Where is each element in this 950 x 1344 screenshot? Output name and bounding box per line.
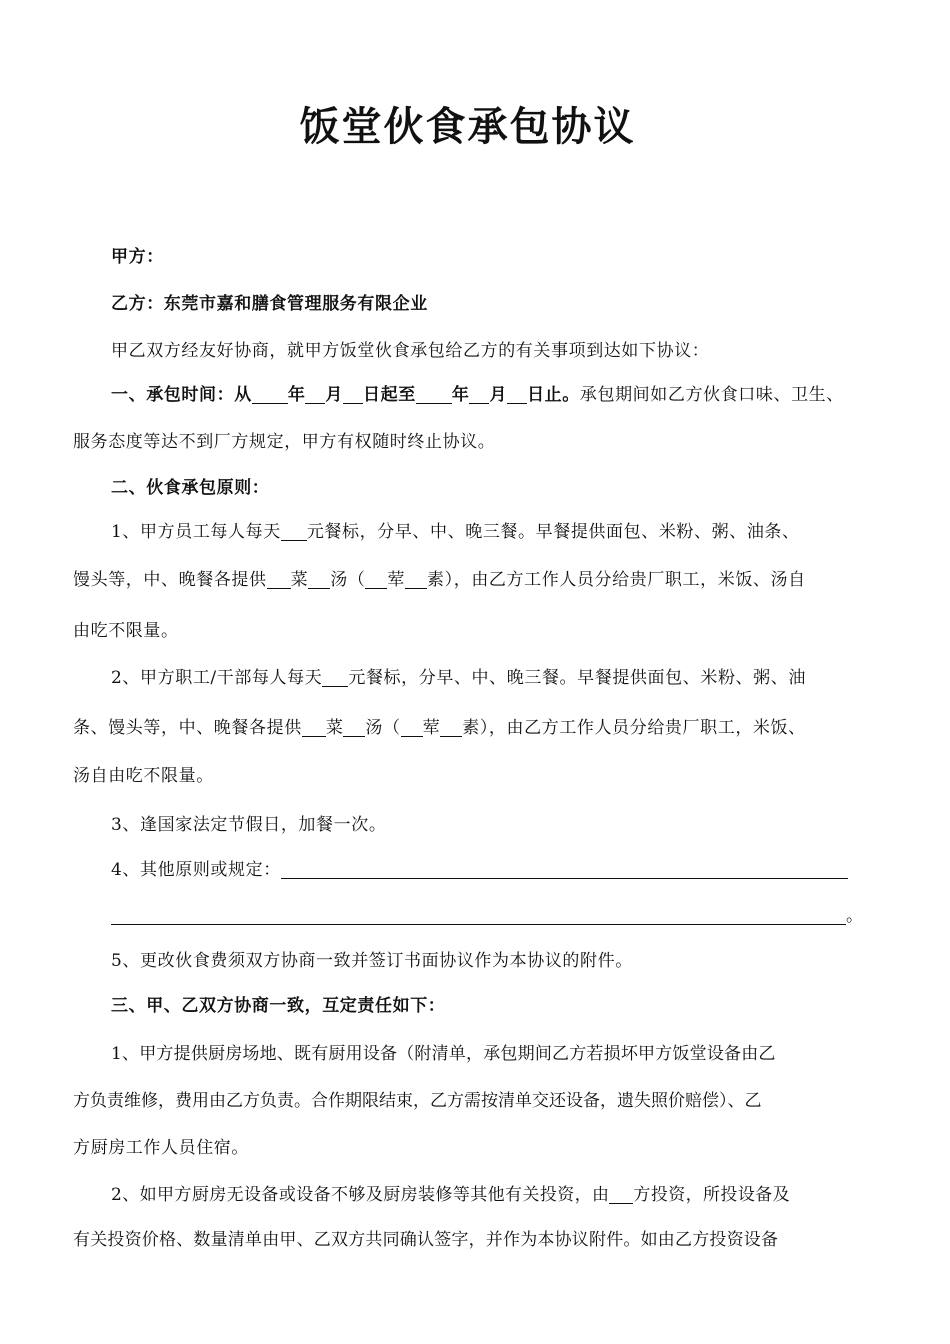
meat-count-blank: [365, 566, 387, 589]
item-text: 方投资，所投设备及: [633, 1185, 791, 1205]
document-title: 饭堂伙食承包协议: [299, 103, 636, 150]
item-text: 4、其他原则或规定：: [111, 860, 281, 880]
heading-text: 月: [325, 385, 344, 405]
s3-item-1-line-3: 方厨房工作人员住宿。: [73, 1138, 249, 1158]
item-text: 汤（: [330, 570, 366, 590]
meal-price-blank: [322, 664, 348, 687]
s2-item-5: 5、更改伙食费须双方协商一致并签订书面协议作为本协议的附件。: [111, 951, 633, 971]
s2-item-3: 3、逢国家法定节假日，加餐一次。: [111, 815, 387, 835]
section-1-heading-text: 一、承包时间：从: [111, 385, 252, 405]
veg-count-blank: [440, 714, 462, 737]
year-blank: [416, 381, 452, 404]
s2-item-1-line-3: 由吃不限量。: [73, 621, 179, 641]
item-text: 荤: [387, 570, 406, 590]
veg-count-blank: [405, 566, 427, 589]
section-1-line-2: 服务态度等达不到厂方规定，甲方有权随时终止协议。: [73, 432, 496, 452]
item-text: 2、如甲方厨房无设备或设备不够及厨房装修等其他有关投资，由: [111, 1185, 610, 1205]
s3-item-2-line-2: 有关投资价格、数量清单由甲、乙双方共同确认签字，并作为本协议附件。如由乙方投资设备: [73, 1230, 779, 1250]
soup-count-blank: [308, 566, 330, 589]
dish-count-blank: [302, 714, 326, 737]
party-a-line: 甲方：: [111, 247, 164, 267]
soup-count-blank: [343, 714, 365, 737]
heading-text: 月: [489, 385, 508, 405]
item-text: 。: [846, 906, 864, 926]
investor-blank: [609, 1181, 633, 1204]
month-blank: [305, 381, 325, 404]
s3-item-1-line-2: 方负责维修，费用由乙方负责。合作期限结束，乙方需按清单交还设备，遗失照价赔偿）、乙: [73, 1091, 762, 1111]
heading-text: 日止。: [527, 385, 580, 405]
meal-price-blank: [281, 518, 307, 541]
meat-count-blank: [401, 714, 423, 737]
s2-item-4-line-1: [111, 856, 916, 884]
heading-text: 日起至: [363, 385, 416, 405]
day-blank: [507, 381, 527, 404]
other-rules-blank: [111, 902, 846, 925]
s2-item-4-line-2: [111, 902, 916, 930]
section-2-heading: 二、伙食承包原则：: [111, 478, 270, 498]
section-1-text: 承包期间如乙方伙食口味、卫生、: [579, 385, 844, 405]
item-text: 条、馒头等，中、晚餐各提供: [73, 718, 302, 738]
section-1-line-1: [111, 381, 916, 409]
item-text: 素），由乙方工作人员分给贵厂职工，米饭、汤自: [427, 570, 806, 590]
item-text: 馒头等，中、晚餐各提供: [73, 570, 267, 590]
item-text: 1、甲方员工每人每天: [111, 522, 281, 542]
s2-item-2-line-3: 汤自由吃不限量。: [73, 766, 214, 786]
party-b-line: 乙方：东莞市嘉和膳食管理服务有限企业: [111, 294, 428, 314]
item-text: 元餐标，分早、中、晚三餐。早餐提供面包、米粉、粥、油: [348, 668, 806, 688]
s2-item-1-line-2: [73, 566, 878, 594]
item-text: 2、甲方职工/干部每人每天: [111, 668, 323, 688]
item-text: 汤（: [365, 718, 401, 738]
item-text: 素），由乙方工作人员分给贵厂职工，米饭、: [462, 718, 806, 738]
item-text: 荤: [422, 718, 441, 738]
day-blank: [343, 381, 363, 404]
s3-item-2-line-1: [111, 1181, 916, 1209]
dish-count-blank: [267, 566, 291, 589]
item-text: 菜: [325, 718, 344, 738]
item-text: 菜: [290, 570, 309, 590]
s2-item-2-line-2: [73, 714, 878, 742]
month-blank: [469, 381, 489, 404]
s2-item-2-line-1: [111, 664, 916, 692]
s2-item-1-line-1: [111, 518, 916, 546]
s3-item-1-line-1: 1、甲方提供厨房场地、既有厨用设备（附清单，承包期间乙方若损坏甲方饭堂设备由乙: [111, 1044, 776, 1064]
year-blank: [252, 381, 288, 404]
heading-text: 年: [451, 385, 470, 405]
item-text: 元餐标，分早、中、晚三餐。早餐提供面包、米粉、粥、油条、: [306, 522, 800, 542]
section-3-heading: 三、甲、乙双方协商一致，互定责任如下：: [111, 996, 446, 1016]
intro-paragraph: 甲乙双方经友好协商，就甲方饭堂伙食承包给乙方的有关事项到达如下协议：: [111, 341, 710, 361]
heading-text: 年: [287, 385, 306, 405]
other-rules-blank: [281, 856, 848, 879]
